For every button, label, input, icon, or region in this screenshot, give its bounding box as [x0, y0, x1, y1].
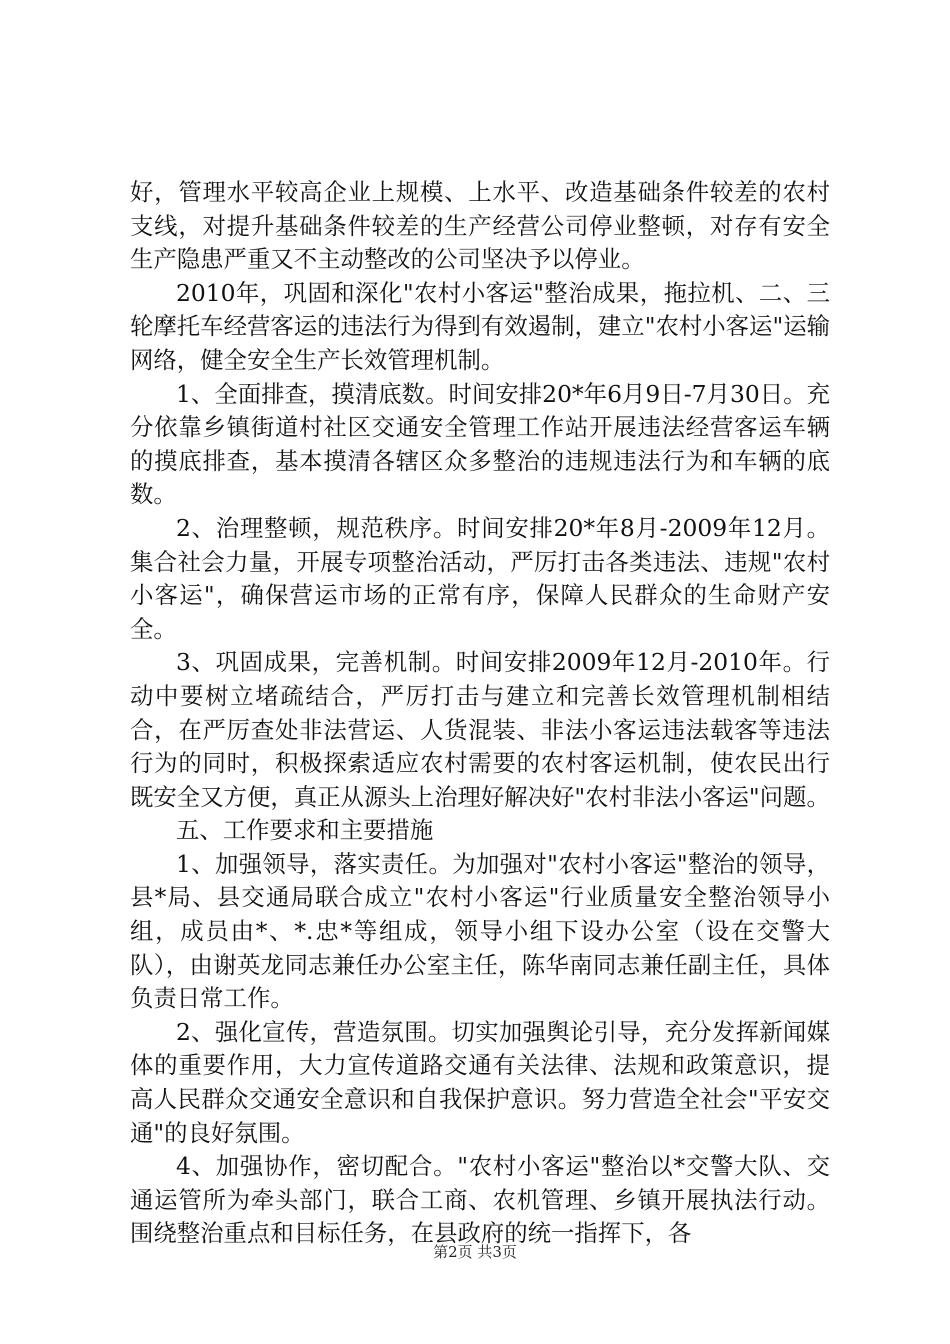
page-number-footer: 第2页 共3页 [433, 1243, 517, 1261]
paragraph: 3、巩固成果，完善机制。时间安排2009年12月-2010年。行动中要树立堵疏结合，严厉打击与建立和完善长效管理机制相结合，在严厉查处非法营运、人货混装、非法小客运违法载客等违法行为的同时，积极探索适应农村需要的农村客运机制，使农民出行既安全又方便，真正从源头上治理好解决好"农村非法小客运"问题。 [130, 648, 830, 811]
paragraph: 1、加强领导，落实责任。为加强对"农村小客运"整治的领导，县*局、县交通局联合成立"农村小客运"行业质量安全整治领导小组，成员由*、*.忠*等组成，领导小组下设办公室（设在交警大队），由谢英龙同志兼任办公室主任，陈华南同志兼任副主任，具体负责日常工作。 [130, 849, 830, 1013]
paragraph: 2010年，巩固和深化"农村小客运"整治成果，拖拉机、二、三轮摩托车经营客运的违法行为得到有效遏制，建立"农村小客运"运输网络，健全安全生产长效管理机制。 [130, 278, 830, 374]
paragraph: 4、加强协作，密切配合。"农村小客运"整治以*交警大队、交通运管所为牵头部门，联合工商、农机管理、乡镇开展执法行动。围绕整治重点和目标任务，在县政府的统一指挥下，各 [130, 1152, 830, 1248]
document-body [130, 176, 830, 1251]
paragraph: 好，管理水平较高企业上规模、上水平、改造基础条件较差的农村支线，对提升基础条件较差的生产经营公司停业整顿，对存有安全生产隐患严重又不主动整改的公司坚决予以停业。 [130, 178, 830, 274]
paragraph: 1、全面排查，摸清底数。时间安排20*年6月9日-7月30日。充分依靠乡镇街道村社区交通安全管理工作站开展违法经营客运车辆的摸底排查，基本摸清各辖区众多整治的违规违法行为和车辆的底数。 [130, 379, 830, 509]
section-heading: 五、工作要求和主要措施 [176, 816, 434, 845]
paragraph: 2、治理整顿，规范秩序。时间安排20*年8月-2009年12月。集合社会力量，开展专项整治活动，严厉打击各类违法、违规"农村小客运"，确保营运市场的正常有序，保障人民群众的生命财产安全。 [130, 513, 830, 643]
paragraph: 2、强化宣传，营造氛围。切实加强舆论引导，充分发挥新闻媒体的重要作用，大力宣传道路交通有关法律、法规和政策意识，提高人民群众交通安全意识和自我保护意识。努力营造全社会"平安交通"的良好氛围。 [130, 1017, 830, 1147]
